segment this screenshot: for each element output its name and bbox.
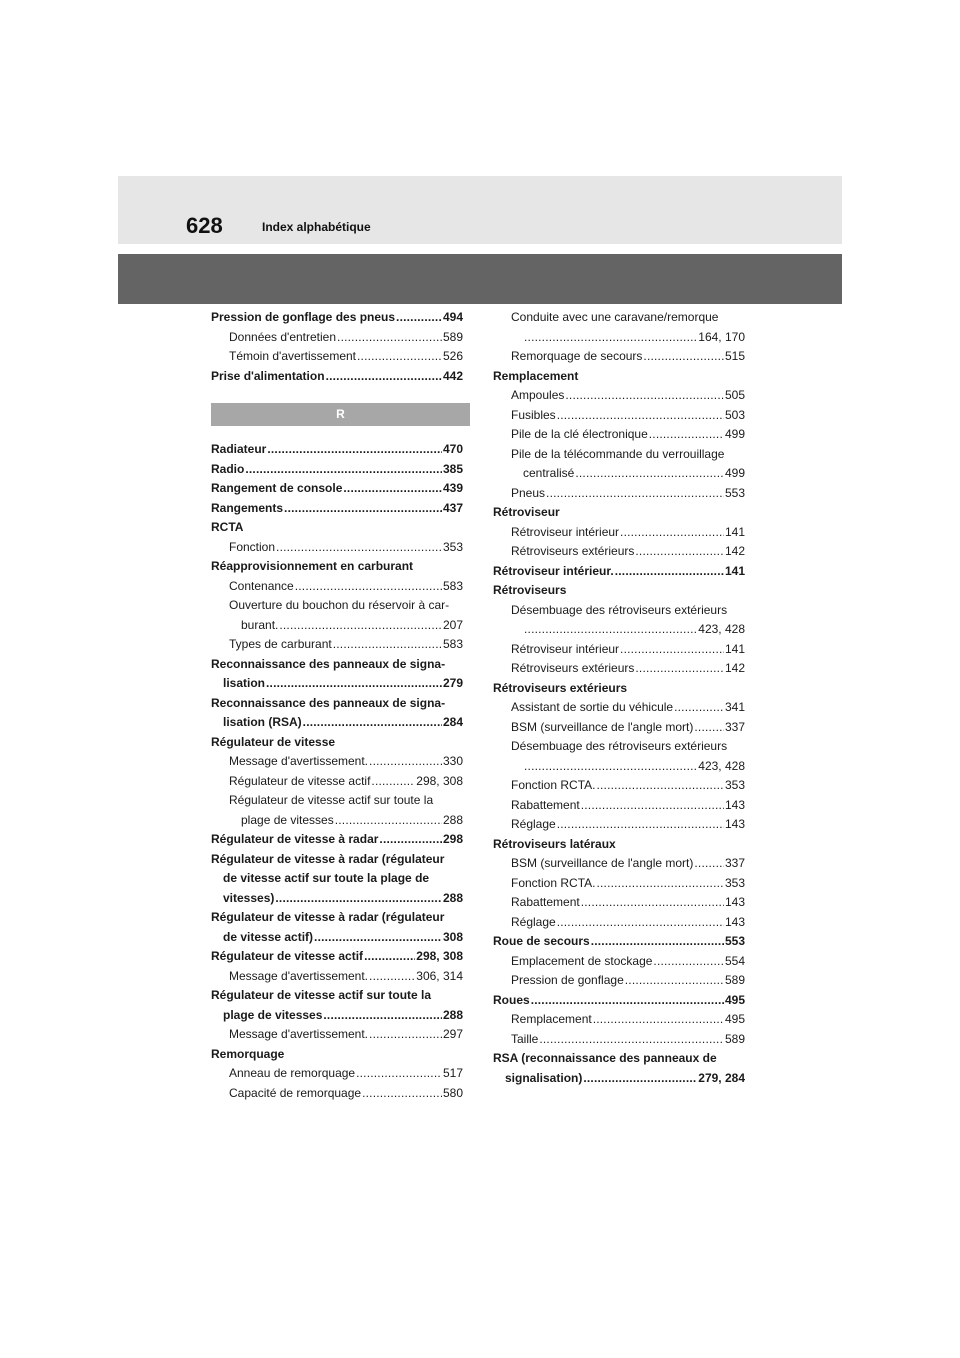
index-entry <box>493 581 745 601</box>
dot-leader <box>625 971 724 991</box>
index-entry-text: Rangement de console <box>211 481 343 495</box>
index-entry-text: RSA (reconnaissance des panneaux de <box>493 1051 717 1065</box>
index-entry <box>493 893 745 913</box>
index-entry <box>493 737 745 757</box>
index-entry-page: 517 <box>442 1066 463 1080</box>
dot-leader <box>591 932 724 952</box>
dot-leader <box>635 542 724 562</box>
index-entry-page: 495 <box>724 992 745 1007</box>
index-entry <box>211 577 463 597</box>
index-entry-page: 589 <box>724 973 745 987</box>
index-entry <box>211 655 463 675</box>
index-entry <box>493 718 745 738</box>
index-entry-text: Rabattement <box>511 797 580 812</box>
index-entry-text: Désembuage des rétroviseurs extérieurs <box>511 739 728 753</box>
index-entry <box>211 928 463 948</box>
dot-leader <box>335 811 442 831</box>
index-entry <box>493 523 745 543</box>
index-entry-text: Rétroviseurs extérieurs <box>511 661 635 675</box>
dot-leader <box>275 889 442 909</box>
index-entry-text: de vitesse actif sur toute la plage de <box>223 871 430 885</box>
dot-leader <box>593 1010 724 1030</box>
index-entry-text: Rétroviseur <box>493 505 560 519</box>
index-entry-text <box>511 620 523 640</box>
index-entry <box>211 947 463 967</box>
index-entry <box>493 679 745 699</box>
index-entry <box>493 932 745 952</box>
index-entry-text: Fonction RCTA. <box>511 778 596 792</box>
dot-leader <box>314 928 442 948</box>
index-entry <box>211 479 463 499</box>
index-entry-page: 505 <box>724 388 745 402</box>
index-entry-page: 337 <box>724 856 745 870</box>
index-entry <box>211 347 463 367</box>
index-entry <box>493 698 745 718</box>
index-entry <box>211 967 463 987</box>
index-entry-text: lisation <box>223 676 266 690</box>
index-entry <box>211 674 463 694</box>
index-entry <box>493 367 745 387</box>
index-entry <box>211 518 463 538</box>
index-entry-text: Régulateur de vitesse à radar <box>211 832 379 846</box>
dot-leader <box>649 425 724 445</box>
index-entry-text: Assistant de sortie du véhicule <box>511 700 674 714</box>
index-entry-text: Régulateur de vitesse actif <box>229 773 371 788</box>
index-entry <box>493 425 745 445</box>
index-entry-text: Pile de la clé électronique <box>511 427 648 441</box>
index-entry <box>211 460 463 480</box>
index-entry-text: Régulateur de vitesse à radar (régulateur <box>211 910 445 924</box>
index-entry <box>493 620 745 640</box>
index-entry-text: Rétroviseurs latéraux <box>493 836 616 851</box>
index-entry-text: Désembuage des rétroviseurs extérieurs <box>511 602 728 617</box>
index-entry-page: 423, 428 <box>698 758 745 773</box>
index-entry-text: Roue de secours <box>493 934 590 948</box>
index-entry <box>493 1069 745 1089</box>
index-entry <box>211 635 463 655</box>
dot-leader <box>531 991 724 1011</box>
index-entry <box>493 406 745 426</box>
index-entry <box>493 1010 745 1030</box>
index-entry <box>493 854 745 874</box>
index-entry <box>211 830 463 850</box>
index-entry <box>493 445 745 465</box>
index-entry-page: 308 <box>442 929 463 944</box>
dot-leader <box>539 1030 724 1050</box>
dot-leader <box>356 1064 442 1084</box>
index-entry <box>211 733 463 753</box>
index-entry-page: 580 <box>442 1085 463 1100</box>
dot-leader <box>245 460 442 480</box>
dot-leader <box>694 854 724 874</box>
index-entry-page: 583 <box>442 637 463 651</box>
dot-leader <box>333 635 442 655</box>
index-entry <box>211 908 463 928</box>
index-entry-text: Rétroviseur intérieur. <box>493 563 614 578</box>
index-entry-page: 494 <box>442 310 463 324</box>
index-entry <box>493 1049 745 1069</box>
index-entry-page: 284 <box>442 715 463 729</box>
index-entry-page: 298, 308 <box>416 949 463 963</box>
index-entry-page: 142 <box>724 661 745 675</box>
index-entry-text: Taille <box>511 1031 539 1046</box>
index-entry-page: 353 <box>442 539 463 554</box>
header-band <box>118 176 842 244</box>
index-entry-text: Remplacement <box>493 368 579 383</box>
index-entry-text: Rétroviseurs extérieurs <box>493 680 628 695</box>
dot-leader <box>371 772 415 792</box>
index-entry-text <box>511 757 523 777</box>
index-entry-text: Rétroviseur intérieur <box>511 641 620 656</box>
index-entry-page: 554 <box>724 953 745 968</box>
index-entry-text: Ouverture du bouchon du réservoir à car- <box>229 598 450 612</box>
index-entry-text: Capacité de remorquage <box>229 1085 362 1100</box>
index-entry <box>211 557 463 577</box>
index-entry <box>493 659 745 679</box>
index-entry <box>211 367 463 387</box>
index-entry <box>211 328 463 348</box>
index-entry-text: Fonction <box>229 539 276 554</box>
dot-leader <box>596 874 724 894</box>
index-entry <box>493 952 745 972</box>
index-entry-page: 442 <box>442 368 463 383</box>
index-entry <box>211 752 463 772</box>
index-entry-text: Reconnaissance des panneaux de signa- <box>211 695 446 710</box>
index-entry-text: Contenance <box>229 578 294 593</box>
index-entry <box>211 1006 463 1026</box>
dot-leader <box>326 367 442 387</box>
index-entry <box>493 601 745 621</box>
index-entry-text: plage de vitesses <box>241 812 334 827</box>
index-entry <box>493 1030 745 1050</box>
index-entry <box>211 616 463 636</box>
index-entry-text: lisation (RSA) <box>223 715 302 729</box>
dot-leader <box>546 484 724 504</box>
index-entry-text: Prise d'alimentation <box>211 368 325 383</box>
index-entry <box>211 811 463 831</box>
index-entry-page: 279, 284 <box>698 1070 745 1085</box>
index-entry <box>493 484 745 504</box>
index-entry-page: 353 <box>724 875 745 890</box>
index-entry-text: Témoin d'avertissement <box>229 349 357 363</box>
index-entry-text: Régulateur de vitesse actif sur toute la <box>229 793 434 807</box>
index-entry-text: Message d'avertissement. <box>229 968 369 983</box>
spacer <box>211 386 463 403</box>
index-entry-text: Anneau de remorquage <box>229 1066 356 1080</box>
index-entry-page: 279 <box>442 676 463 690</box>
index-entry-page: 164, 170 <box>698 329 745 344</box>
dot-leader <box>396 308 442 328</box>
index-entry-page: 495 <box>724 1012 745 1026</box>
dot-leader <box>615 562 724 582</box>
index-entry-page: 499 <box>724 466 745 480</box>
index-entry-text: Pression de gonflage <box>511 973 624 987</box>
section-letter-heading: R <box>211 403 470 426</box>
index-entry-text: burant. <box>241 617 279 632</box>
index-entry-text: Régulateur de vitesse actif sur toute la <box>211 988 432 1002</box>
dot-leader <box>635 659 724 679</box>
dot-leader <box>524 620 697 640</box>
index-entry-text: Remplacement <box>511 1012 592 1026</box>
index-entry-text: Message d'avertissement. <box>229 1027 369 1041</box>
dot-leader <box>364 947 415 967</box>
index-entry-page: 423, 428 <box>698 622 745 636</box>
index-entry-page: 385 <box>442 461 463 476</box>
index-entry-text: Rangements <box>211 500 284 515</box>
index-entry-text: centralisé <box>523 466 575 480</box>
dot-leader <box>575 464 724 484</box>
index-entry-page: 288 <box>442 812 463 827</box>
index-entry <box>493 757 745 777</box>
index-entry-page: 207 <box>442 617 463 632</box>
index-entry-text: Données d'entretien <box>229 329 337 344</box>
index-entry-text: BSM (surveillance de l'angle mort) <box>511 856 694 870</box>
dot-leader <box>583 1069 697 1089</box>
index-entry <box>211 850 463 870</box>
dot-leader <box>303 713 442 733</box>
index-entry <box>493 991 745 1011</box>
dot-leader <box>337 328 442 348</box>
index-entry-text: Régulateur de vitesse <box>211 734 336 749</box>
index-entry <box>211 538 463 558</box>
index-entry <box>493 796 745 816</box>
index-entry <box>211 1045 463 1065</box>
index-column-right <box>493 308 745 1088</box>
index-entry <box>211 596 463 616</box>
index-entry-text: Rétroviseurs <box>493 583 567 597</box>
index-entry <box>211 1084 463 1104</box>
index-entry-page: 298 <box>442 832 463 846</box>
dot-leader <box>369 1025 442 1045</box>
index-entry <box>211 499 463 519</box>
index-entry <box>211 308 463 328</box>
dot-leader <box>596 776 724 796</box>
dot-leader <box>279 616 442 636</box>
index-entry-page: 553 <box>724 485 745 500</box>
index-entry-text: signalisation) <box>505 1070 583 1085</box>
index-entry-page: 141 <box>724 563 745 578</box>
index-entry-page: 330 <box>442 754 463 768</box>
dot-leader <box>295 577 442 597</box>
index-entry-text: Ampoules <box>511 388 565 402</box>
index-entry-text: Réglage <box>511 914 556 929</box>
index-entry <box>211 986 463 1006</box>
header-bar <box>118 254 842 304</box>
index-entry-page: 515 <box>724 349 745 363</box>
index-entry-page: 526 <box>442 349 463 363</box>
index-entry-page: 298, 308 <box>416 773 463 788</box>
index-entry-text: Régulateur de vitesse actif <box>211 949 364 963</box>
index-entry-page: 297 <box>442 1027 463 1041</box>
index-entry <box>211 1025 463 1045</box>
index-entry-page: 143 <box>724 797 745 812</box>
index-entry <box>211 694 463 714</box>
dot-leader <box>694 718 724 738</box>
dot-leader <box>369 967 415 987</box>
page-number: 628 <box>186 213 223 238</box>
index-entry-text: Conduite avec une caravane/remorque <box>511 310 719 324</box>
index-entry <box>493 971 745 991</box>
dot-leader <box>362 1084 442 1104</box>
index-entry-page: 437 <box>442 500 463 515</box>
index-entry-page: 337 <box>724 719 745 734</box>
left-main-entries <box>211 440 463 1103</box>
dot-leader <box>267 440 442 460</box>
index-entry-page: 470 <box>442 442 463 456</box>
index-entry-text: de vitesse actif) <box>223 929 314 944</box>
index-entry <box>211 869 463 889</box>
index-entry-page: 143 <box>724 817 745 831</box>
index-entry-page: 589 <box>724 1031 745 1046</box>
dot-leader <box>643 347 724 367</box>
dot-leader <box>557 815 724 835</box>
index-entry <box>211 889 463 909</box>
index-entry-page: 503 <box>724 407 745 422</box>
dot-leader <box>343 479 442 499</box>
index-column-left <box>211 308 463 1103</box>
right-main-entries <box>493 308 745 1088</box>
index-entry-text: Fonction RCTA. <box>511 875 596 890</box>
index-entry-text: Types de carburant <box>229 637 332 651</box>
index-entry-text: Radiateur <box>211 442 267 456</box>
index-entry <box>493 347 745 367</box>
dot-leader <box>581 796 724 816</box>
dot-leader <box>276 538 442 558</box>
index-entry-page: 306, 314 <box>416 968 463 983</box>
index-entry-page: 288 <box>442 890 463 905</box>
dot-leader <box>284 499 442 519</box>
dot-leader <box>653 952 724 972</box>
dot-leader <box>266 674 442 694</box>
index-entry <box>493 503 745 523</box>
index-entry <box>211 713 463 733</box>
dot-leader <box>620 523 724 543</box>
index-entry <box>493 386 745 406</box>
index-entry <box>493 328 745 348</box>
index-entry-page: 143 <box>724 914 745 929</box>
index-entry <box>211 772 463 792</box>
dot-leader <box>557 406 724 426</box>
dot-leader <box>557 913 724 933</box>
index-entry-text: Remorquage de secours <box>511 349 643 363</box>
index-entry <box>493 835 745 855</box>
index-entry <box>493 464 745 484</box>
index-entry-text: Régulateur de vitesse à radar (régulateur <box>211 851 445 866</box>
index-entry <box>211 440 463 460</box>
index-entry <box>493 640 745 660</box>
index-entry <box>493 874 745 894</box>
left-top-entries <box>211 308 463 386</box>
index-entry-text: Pression de gonflage des pneus <box>211 310 396 324</box>
index-entry-text: Radio <box>211 461 245 476</box>
index-entry <box>493 542 745 562</box>
index-entry-text: Remorquage <box>211 1046 285 1061</box>
index-entry-page: 583 <box>442 578 463 593</box>
index-entry-text: Roues <box>493 992 530 1007</box>
index-entry-text <box>511 328 523 348</box>
dot-leader <box>620 640 724 660</box>
dot-leader <box>565 386 724 406</box>
index-entry-text: Rétroviseur intérieur <box>511 524 620 539</box>
dot-leader <box>357 347 442 367</box>
index-entry-text: RCTA <box>211 520 244 534</box>
index-entry-text: Reconnaissance des panneaux de signa- <box>211 656 446 671</box>
index-entry <box>493 562 745 582</box>
dot-leader <box>674 698 724 718</box>
index-entry <box>211 791 463 811</box>
dot-leader <box>524 757 697 777</box>
index-entry-page: 553 <box>724 934 745 948</box>
index-entry <box>493 815 745 835</box>
index-entry-text: BSM (surveillance de l'angle mort) <box>511 719 694 734</box>
index-entry-text: Pneus <box>511 485 546 500</box>
index-entry-text: vitesses) <box>223 890 275 905</box>
index-entry <box>493 913 745 933</box>
index-entry-text: Réglage <box>511 817 556 831</box>
dot-leader <box>323 1006 442 1026</box>
index-entry-text: Fusibles <box>511 407 556 422</box>
index-entry-text: plage de vitesses <box>223 1007 323 1022</box>
index-entry <box>211 1064 463 1084</box>
dot-leader <box>379 830 442 850</box>
section-title: Index alphabétique <box>262 220 371 234</box>
index-entry-text: Rabattement <box>511 895 580 909</box>
index-entry-page: 141 <box>724 641 745 656</box>
index-entry-page: 353 <box>724 778 745 792</box>
index-entry-text: Réapprovisionnement en carburant <box>211 559 414 573</box>
index-entry-page: 288 <box>442 1007 463 1022</box>
index-entry-page: 341 <box>724 700 745 714</box>
index-entry <box>493 308 745 328</box>
index-entry <box>493 776 745 796</box>
index-entry-text: Emplacement de stockage <box>511 953 653 968</box>
dot-leader <box>369 752 442 772</box>
index-entry-page: 589 <box>442 329 463 344</box>
dot-leader <box>581 893 724 913</box>
index-entry-page: 141 <box>724 524 745 539</box>
index-entry-text: Pile de la télécommande du verrouillage <box>511 446 725 461</box>
index-entry-text: Message d'avertissement. <box>229 754 369 768</box>
index-entry-page: 439 <box>442 481 463 495</box>
index-entry-page: 499 <box>724 427 745 441</box>
index-entry-text: Rétroviseurs extérieurs <box>511 544 635 558</box>
index-entry-page: 142 <box>724 544 745 558</box>
dot-leader <box>524 328 697 348</box>
index-entry-page: 143 <box>724 895 745 909</box>
